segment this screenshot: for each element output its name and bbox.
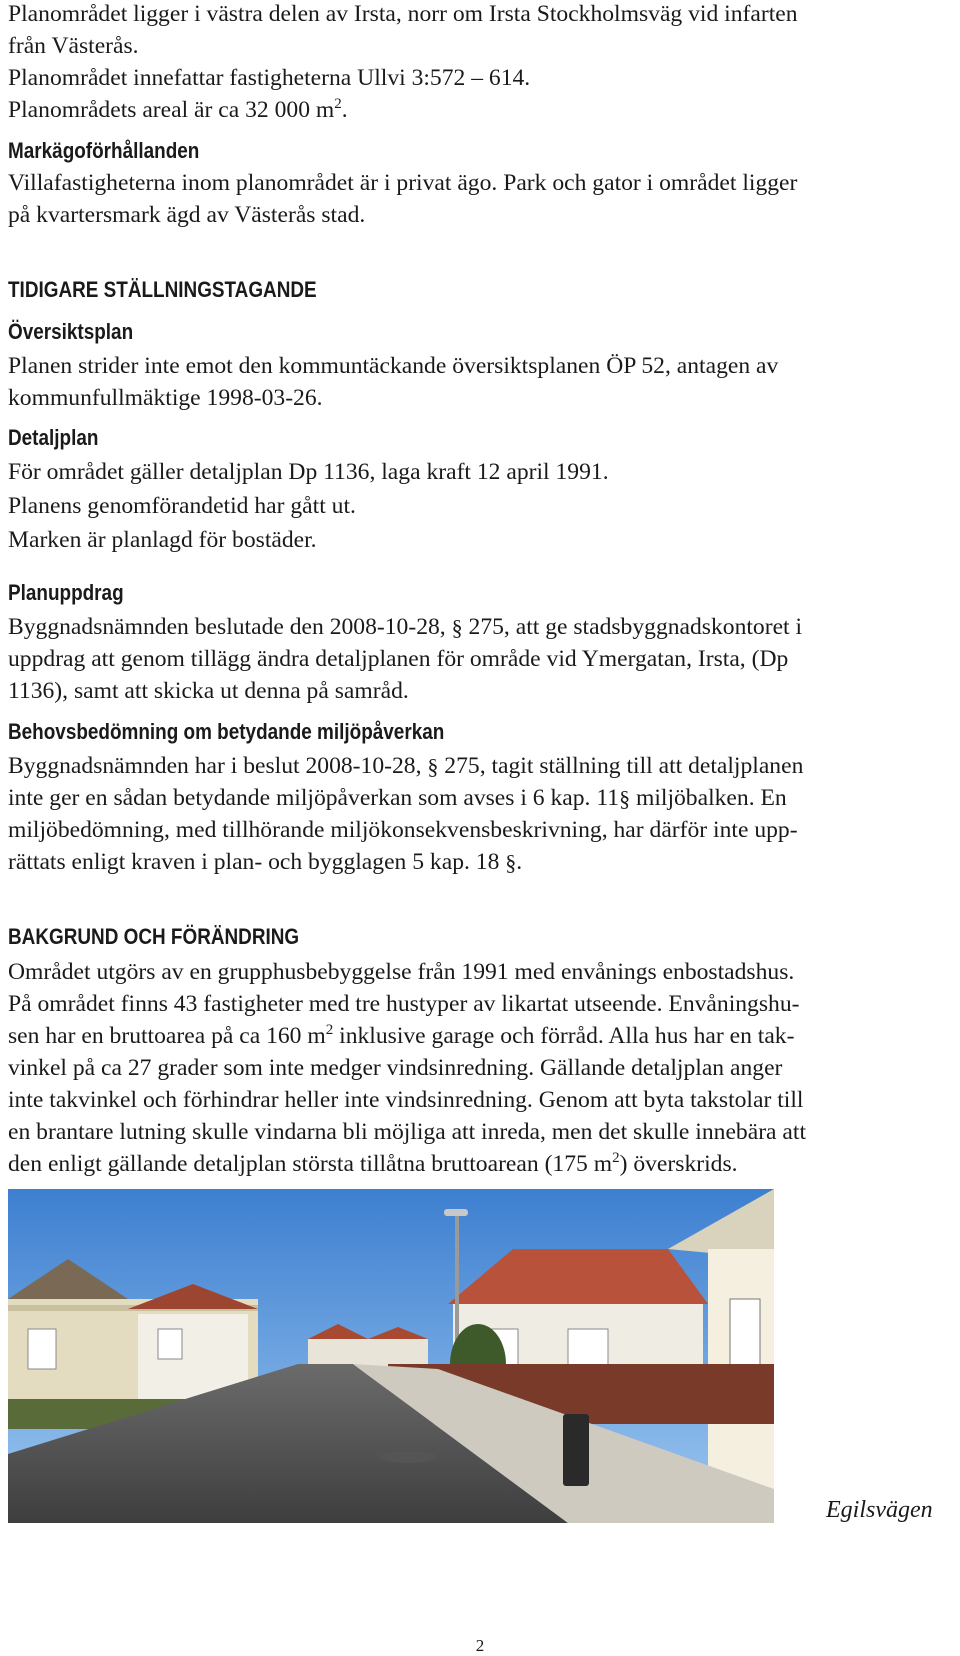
intro-line-2: från Västerås. <box>8 33 139 59</box>
bakgrund-line-6: en brantare lutning skulle vindarna bli möjliga att inreda, men det skulle innebära att <box>8 1119 807 1145</box>
photo-caption: Egilsvägen <box>826 1497 933 1523</box>
heading-detaljplan: Detaljplan <box>8 425 99 450</box>
bakgrund-line-1: Området utgörs av en grupphusbebyggelse från 1991 med envånings enbostadshus. <box>8 959 795 985</box>
page-number: 2 <box>475 1636 485 1655</box>
oversiktsplan-line-1: Planen strider inte emot den kommuntäckande översiktsplanen ÖP 52, antagen av <box>8 353 779 379</box>
planuppdrag-line-3: 1136), samt att skicka ut denna på samråd. <box>8 678 409 704</box>
markago-line-2: på kvartersmark ägd av Västerås stad. <box>8 202 366 228</box>
bakgrund-line-5: inte takvinkel och förhindrar heller inte vindsinredning. Genom att byta takstolar till <box>8 1087 804 1113</box>
bakgrund-line-4: vinkel på ca 27 grader som inte medger vindsinredning. Gällande detaljplan anger <box>8 1055 783 1081</box>
paragraph-symbol: § <box>427 754 439 779</box>
bakgrund-line-3: sen har en bruttoarea på ca 160 $m^2$ inklusive garage och förråd. Alla hus har en tak- <box>8 1022 795 1049</box>
bakgrund-line-7: den enligt gällande detaljplan största tillåtna bruttoarean (175 $m^2$) överskrids. <box>8 1150 738 1177</box>
behovsbedomning-line-3: miljöbedömning, med tillhörande miljökonsekvensbeskrivning, har därför inte upp- <box>8 817 798 843</box>
intro-line-4: Planområdets areal är ca 32 000 $m^2$. <box>8 96 348 123</box>
behovsbedomning-line-1: Byggnadsnämnden har i beslut 2008-10-28, § 275, tagit ställning till att detaljplanen <box>8 750 803 784</box>
markago-line-1: Villafastigheterna inom planområdet är i privat ägo. Park och gator i området ligger <box>8 170 798 196</box>
planuppdrag-line-2: uppdrag att genom tillägg ändra detaljplanen för område vid Ymergatan, Irsta, (Dp <box>8 646 789 672</box>
behovsbedomning-line-4: rättats enligt kraven i plan- och bygglagen 5 kap. 18 §. <box>8 846 522 880</box>
heading-behovsbedomning: Behovsbedömning om betydande miljöpåverkan <box>8 719 445 744</box>
bakgrund-line-2: På området finns 43 fastigheter med tre hustyper av likartat utseende. Envåningshu- <box>8 991 800 1017</box>
heading-oversiktsplan: Översiktsplan <box>8 319 134 344</box>
paragraph-symbol: § <box>619 786 631 811</box>
planuppdrag-line-1: Byggnadsnämnden beslutade den 2008-10-28, § 275, att ge stadsbyggnadskontoret i <box>8 611 802 645</box>
detaljplan-line-1: För området gäller detaljplan Dp 1136, laga kraft 12 april 1991. <box>8 459 609 485</box>
detaljplan-line-3: Marken är planlagd för bostäder. <box>8 527 317 553</box>
heading-tidigare-stallningstagande: TIDIGARE STÄLLNINGSTAGANDE <box>8 277 317 302</box>
street-photo <box>8 1189 774 1523</box>
behovsbedomning-line-2: inte ger en sådan betydande miljöpåverkan som avses i 6 kap. 11§ miljöbalken. En <box>8 782 787 816</box>
paragraph-symbol: § <box>505 850 517 875</box>
heading-bakgrund-och-forandring: BAKGRUND OCH FÖRÄNDRING <box>8 924 300 949</box>
heading-markagoforhallanden: Markägoförhållanden <box>8 138 200 163</box>
paragraph-symbol: § <box>451 615 463 640</box>
intro-line-3: Planområdet innefattar fastigheterna Ullvi 3:572 – 614. <box>8 65 531 91</box>
intro-line-1: Planområdet ligger i västra delen av Irsta, norr om Irsta Stockholmsväg vid infarten <box>8 1 798 27</box>
heading-planuppdrag: Planuppdrag <box>8 580 124 605</box>
oversiktsplan-line-2: kommunfullmäktige 1998-03-26. <box>8 385 323 411</box>
detaljplan-line-2: Planens genomförandetid har gått ut. <box>8 493 356 519</box>
